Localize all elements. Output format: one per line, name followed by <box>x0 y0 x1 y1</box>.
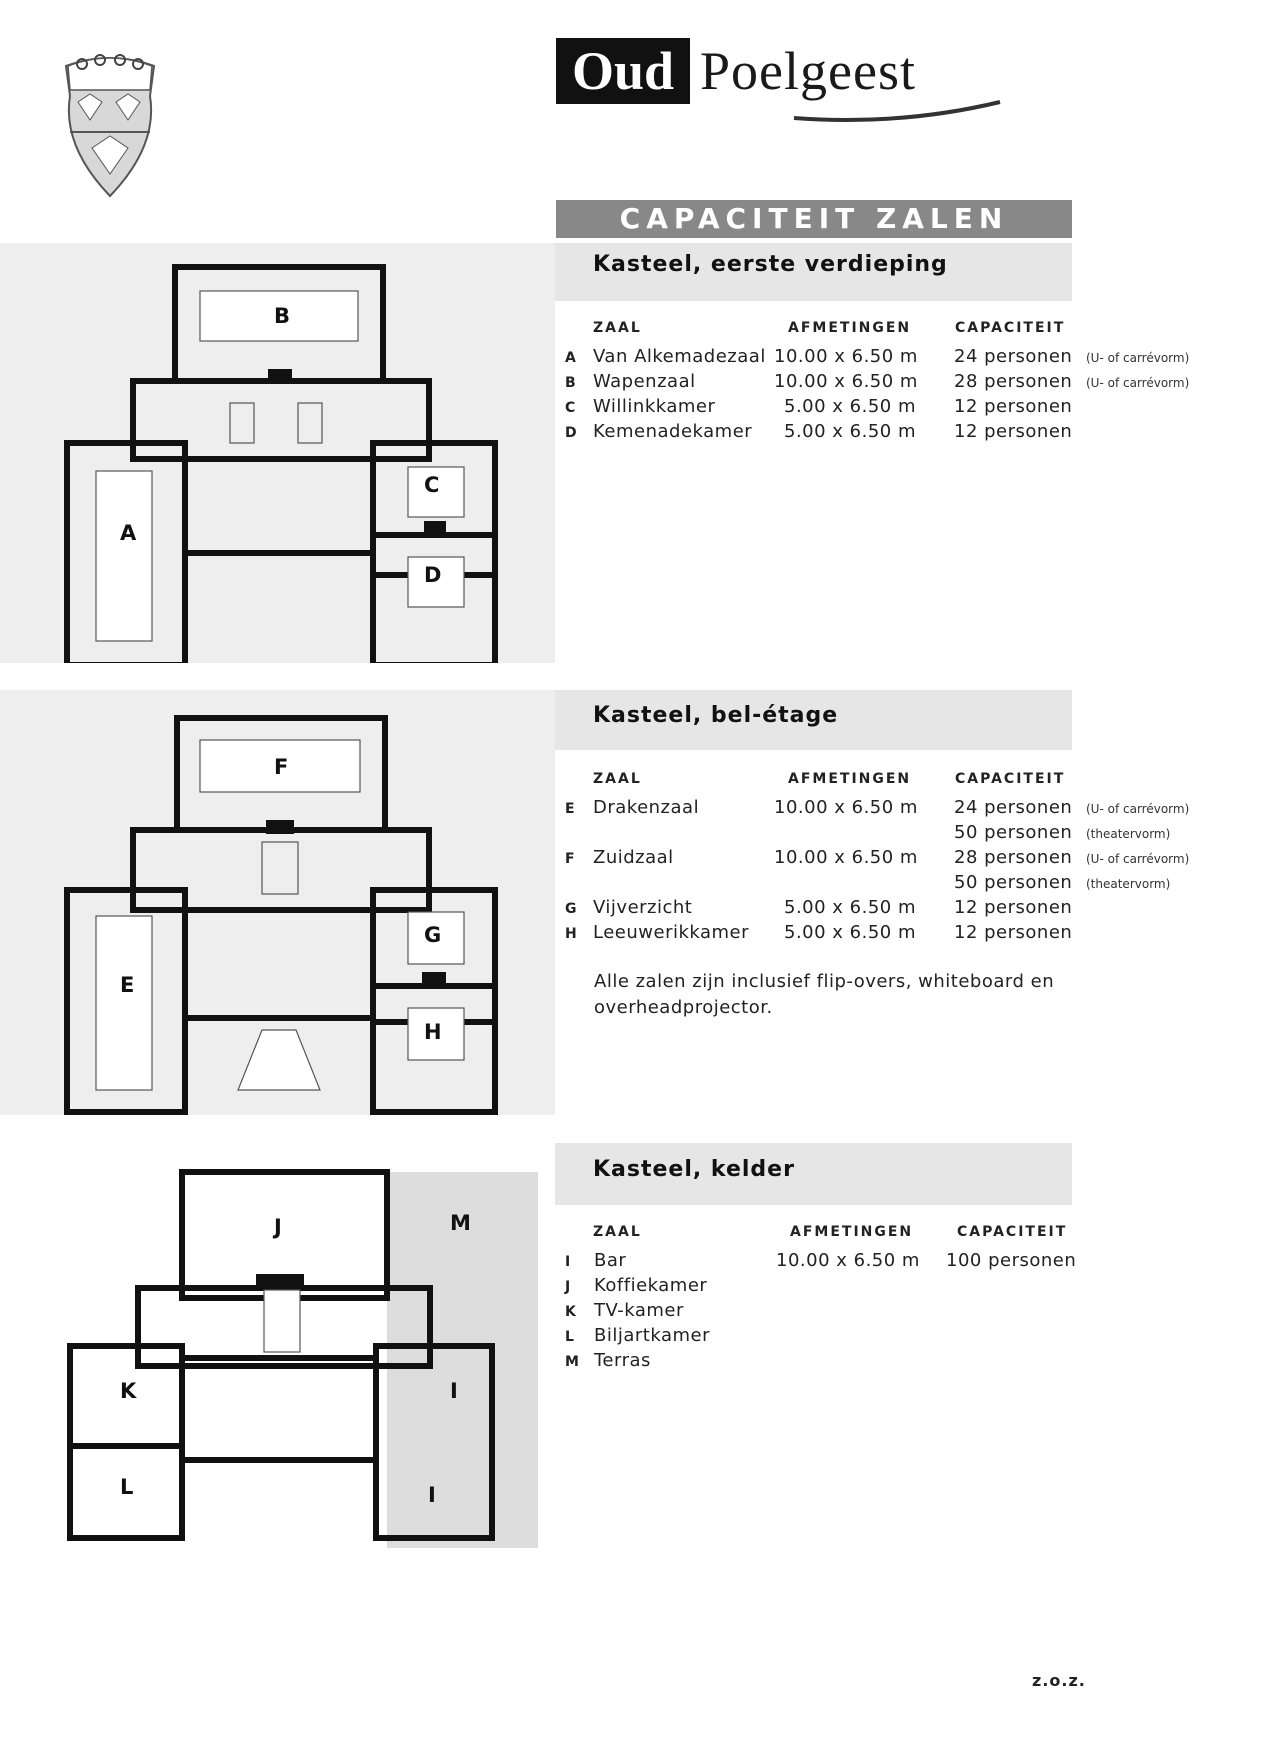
room-name: TV-kamer <box>594 1300 684 1321</box>
col-header-zaal: ZAAL <box>593 771 642 787</box>
plan-label-I-lower: I <box>428 1483 436 1507</box>
room-name: Zuidzaal <box>593 847 674 868</box>
row-letter: E <box>565 801 575 817</box>
room-name: Biljartkamer <box>594 1325 710 1346</box>
floor-plan-kelder <box>0 1150 555 1570</box>
row-letter: H <box>565 926 577 942</box>
section2-title: Kasteel, bel-étage <box>593 703 839 728</box>
room-note: (U- of carrévorm) <box>1086 376 1190 390</box>
plan-label-J: J <box>274 1215 282 1239</box>
room-size: 10.00 x 6.50 m <box>774 847 918 868</box>
plan-label-K: K <box>120 1379 137 1403</box>
coat-of-arms-logo <box>58 36 162 206</box>
floor-plan-bel-etage <box>0 690 555 1115</box>
col-header-capaciteit: CAPACITEIT <box>957 1224 1068 1240</box>
floor-plan-eerste-verdieping <box>0 243 555 663</box>
plan-label-M: M <box>450 1211 471 1235</box>
room-name: Leeuwerikkamer <box>593 922 750 943</box>
room-capacity: 28 personen <box>954 847 1073 868</box>
room-capacity: 50 personen <box>954 822 1073 843</box>
row-letter: A <box>565 350 576 366</box>
room-name: Drakenzaal <box>593 797 700 818</box>
plan-label-G: G <box>424 923 442 947</box>
plan-label-B: B <box>274 304 291 328</box>
logo-oud: Oud <box>556 38 690 104</box>
room-name: Vijverzicht <box>593 897 693 918</box>
room-note: (theatervorm) <box>1086 827 1171 841</box>
room-name: Wapenzaal <box>593 371 696 392</box>
room-size: 10.00 x 6.50 m <box>774 797 918 818</box>
room-capacity: 24 personen <box>954 346 1073 367</box>
room-capacity: 100 personen <box>946 1250 1077 1271</box>
room-size: 10.00 x 6.50 m <box>776 1250 920 1271</box>
room-note: (U- of carrévorm) <box>1086 351 1190 365</box>
room-note: (U- of carrévorm) <box>1086 802 1190 816</box>
plan-label-C: C <box>424 473 440 497</box>
room-note: (U- of carrévorm) <box>1086 852 1190 866</box>
row-letter: B <box>565 375 576 391</box>
room-size: 10.00 x 6.50 m <box>774 346 918 367</box>
row-letter: K <box>565 1304 576 1320</box>
room-name: Van Alkemadezaal <box>593 346 766 367</box>
col-header-zaal: ZAAL <box>593 320 642 336</box>
row-letter: F <box>565 851 575 867</box>
row-letter: M <box>565 1354 579 1370</box>
footnote-line-1: Alle zalen zijn inclusief flip-overs, whiteboard en <box>594 971 1055 992</box>
room-name: Kemenadekamer <box>593 421 753 442</box>
row-letter: I <box>565 1254 571 1270</box>
plan-label-F: F <box>274 755 289 779</box>
row-letter: C <box>565 400 576 416</box>
plan-label-H: H <box>424 1020 442 1044</box>
footer-zoz: z.o.z. <box>1032 1671 1086 1690</box>
col-header-zaal: ZAAL <box>593 1224 642 1240</box>
row-letter: J <box>565 1279 571 1295</box>
floor-plan-1-svg <box>0 243 555 663</box>
row-letter: G <box>565 901 577 917</box>
floor-plan-2-svg <box>0 690 555 1115</box>
room-size: 5.00 x 6.50 m <box>784 922 917 943</box>
room-capacity: 24 personen <box>954 797 1073 818</box>
room-note: (theatervorm) <box>1086 877 1171 891</box>
room-capacity: 28 personen <box>954 371 1073 392</box>
col-header-capaciteit: CAPACITEIT <box>955 771 1066 787</box>
section1-title: Kasteel, eerste verdieping <box>593 252 948 277</box>
room-capacity: 12 personen <box>954 897 1073 918</box>
room-capacity: 12 personen <box>954 421 1073 442</box>
plan-label-A: A <box>120 521 137 545</box>
room-capacity: 12 personen <box>954 396 1073 417</box>
room-size: 10.00 x 6.50 m <box>774 371 918 392</box>
capaciteit-banner: CAPACITEIT ZALEN <box>556 200 1072 238</box>
floor-plan-3-svg <box>0 1150 555 1570</box>
room-name: Terras <box>594 1350 651 1371</box>
room-name: Bar <box>594 1250 627 1271</box>
logo-poelgeest: Poelgeest <box>700 41 916 101</box>
row-letter: L <box>565 1329 574 1345</box>
logo-swoosh <box>790 96 1010 126</box>
room-size: 5.00 x 6.50 m <box>784 396 917 417</box>
plan-label-D: D <box>424 563 442 587</box>
room-capacity: 50 personen <box>954 872 1073 893</box>
plan-label-I-upper: I <box>450 1379 458 1403</box>
room-size: 5.00 x 6.50 m <box>784 897 917 918</box>
row-letter: D <box>565 425 577 441</box>
plan-label-E: E <box>120 973 135 997</box>
col-header-capaciteit: CAPACITEIT <box>955 320 1066 336</box>
room-size: 5.00 x 6.50 m <box>784 421 917 442</box>
room-name: Willinkkamer <box>593 396 716 417</box>
room-name: Koffiekamer <box>594 1275 708 1296</box>
col-header-afmetingen: AFMETINGEN <box>788 771 912 787</box>
footnote-line-2: overheadprojector. <box>594 997 773 1018</box>
section3-title: Kasteel, kelder <box>593 1157 795 1182</box>
room-capacity: 12 personen <box>954 922 1073 943</box>
plan-label-L: L <box>120 1475 134 1499</box>
col-header-afmetingen: AFMETINGEN <box>788 320 912 336</box>
col-header-afmetingen: AFMETINGEN <box>790 1224 914 1240</box>
